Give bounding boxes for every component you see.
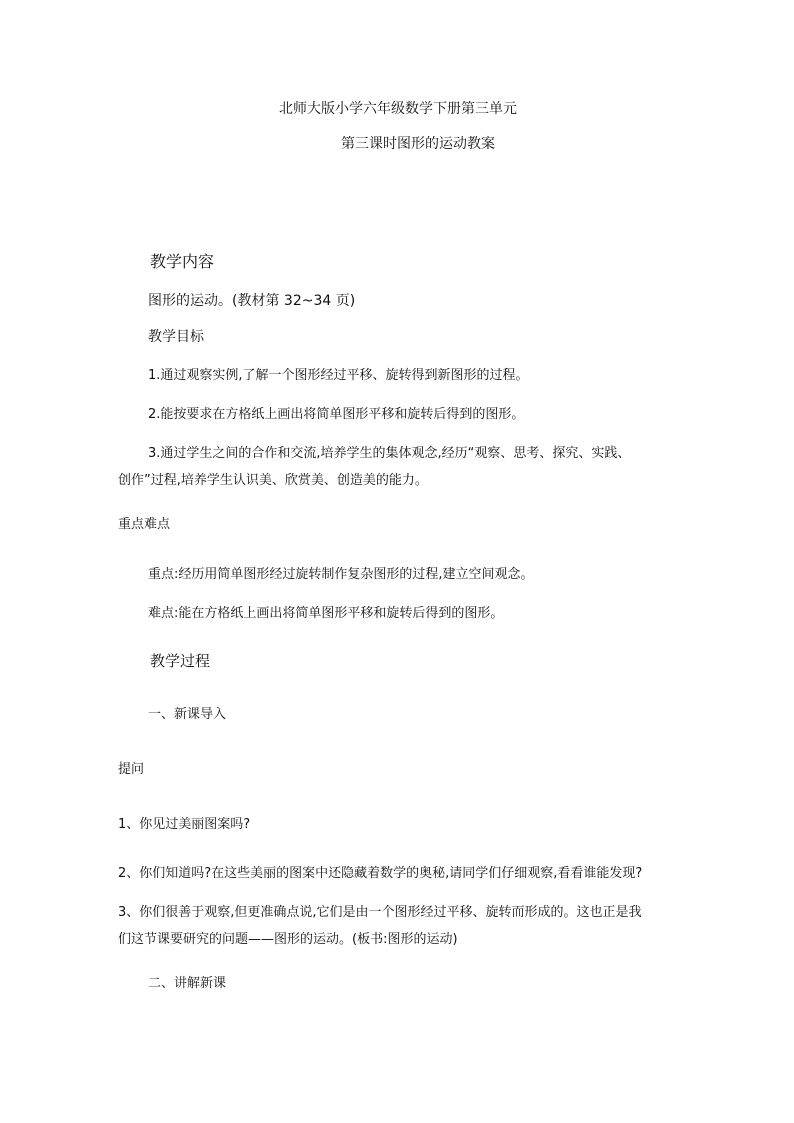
objective-item-1: 1.通过观察实例,了解一个图形经过平移、旋转得到新图形的过程。	[148, 368, 529, 383]
difficult-point-text: 难点:能在方格纸上画出将简单图形平移和旋转后得到的图形。	[148, 606, 504, 621]
objective-item-3-line-1: 3.通过学生之间的合作和交流,培养学生的集体观念,经历“观察、思考、探究、实践、	[148, 446, 631, 461]
section-heading-objectives: 教学目标	[148, 329, 204, 345]
process-section-2: 二、讲解新课	[148, 976, 227, 991]
section-heading-key-points: 重点难点	[118, 517, 171, 532]
question-item-2: 2、你们知道吗?在这些美丽的图案中还隐藏着数学的奥秘,请同学们仔细观察,看看谁能发现?	[118, 866, 643, 881]
question-item-1: 1、你见过美丽图案吗?	[118, 817, 251, 832]
section-heading-content: 教学内容	[150, 252, 215, 271]
question-label: 提问	[118, 762, 145, 777]
process-section-1: 一、新课导入	[148, 707, 227, 722]
key-point-text: 重点:经历用简单图形经过旋转制作复杂图形的过程,建立空间观念。	[148, 567, 534, 582]
document-subtitle: 第三课时图形的运动教案	[341, 136, 495, 152]
objective-item-3-line-2: 创作”过程,培养学生认识美、欣赏美、创造美的能力。	[118, 473, 428, 488]
objective-item-2: 2.能按要求在方格纸上画出将简单图形平移和旋转后得到的图形。	[148, 407, 525, 422]
question-item-3-line-1: 3、你们很善于观察,但更准确点说,它们是由一个图形经过平移、旋转而形成的。这也正是我	[118, 905, 642, 920]
question-item-3-line-2: 们这节课要研究的问题——图形的运动。(板书:图形的运动)	[118, 932, 458, 947]
section-heading-process: 教学过程	[150, 652, 211, 670]
document-title: 北师大版小学六年级数学下册第三单元	[279, 101, 517, 117]
content-text: 图形的运动。(教材第 32~34 页)	[148, 293, 356, 309]
